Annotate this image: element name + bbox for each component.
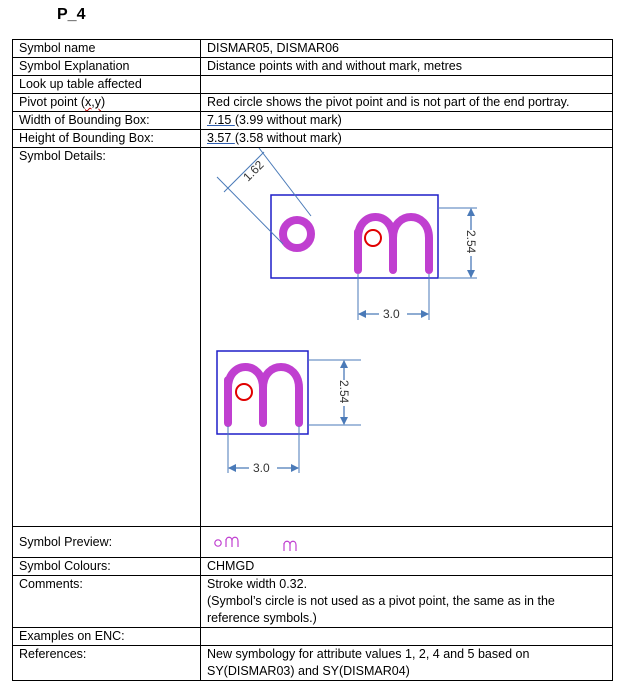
row-pivot — [13, 94, 613, 112]
reference-line-2: SY(DISMAR03) and SY(DISMAR04) — [207, 664, 410, 678]
pivot-point-top — [365, 230, 381, 246]
label-pivot — [13, 94, 201, 112]
symbol-diagram-svg — [201, 148, 613, 526]
value-symbol-explanation: Distance points with and without mark, metres — [201, 58, 613, 76]
metres-m-glyph-bottom — [228, 367, 299, 423]
label-height: Height of Bounding Box: — [13, 130, 201, 148]
pivot-label-pre: Pivot point ( — [19, 95, 86, 109]
value-symbol-name: DISMAR05, DISMAR06 — [201, 40, 613, 58]
dismar06-drawing — [217, 351, 361, 475]
pivot-label-post: ) — [101, 95, 106, 109]
label-preview: Symbol Preview: — [13, 527, 201, 558]
row-lookup — [13, 76, 613, 94]
distance-mark-circle — [283, 220, 311, 248]
label-width: Width of Bounding Box: — [13, 112, 201, 130]
diag-extension-1 — [217, 177, 283, 244]
diag-dim-label: 1.62 — [240, 157, 267, 185]
preview-m-with-mark — [226, 537, 238, 547]
width-rest: (3.99 without mark) — [234, 113, 342, 127]
label-symbol-name: Symbol name — [13, 40, 201, 58]
height-dim-label-bottom: 2.54 — [337, 380, 351, 404]
row-colours — [13, 558, 613, 576]
label-lookup: Look up table affected — [13, 76, 201, 94]
label-colours: Symbol Colours: — [13, 558, 201, 576]
label-comments: Comments: — [13, 576, 201, 628]
dismar05-drawing — [217, 148, 478, 321]
row-comments — [13, 576, 613, 628]
preview-circle-mark — [215, 540, 221, 546]
pivot-label-xy: x,y — [85, 95, 101, 109]
width-dim-label-top: 3.0 — [383, 307, 400, 321]
height-dim-label-top: 2.54 — [464, 230, 478, 254]
value-width — [201, 112, 613, 130]
diag-extension-2 — [259, 148, 311, 216]
row-width — [13, 112, 613, 130]
symbol-preview — [201, 527, 613, 558]
label-details: Symbol Details: — [13, 148, 201, 527]
comment-line-2: (Symbol’s circle is not used as a pivot point, the same as in the — [207, 594, 555, 608]
row-examples — [13, 628, 613, 646]
reference-line-1: New symbology for attribute values 1, 2, 4 and 5 based on — [207, 647, 530, 661]
value-examples — [201, 628, 613, 646]
height-rest: (3.58 without mark) — [234, 131, 342, 145]
value-height — [201, 130, 613, 148]
page-heading: P_4 — [57, 6, 86, 23]
comment-line-3: reference symbols.) — [207, 611, 317, 625]
value-pivot: Red circle shows the pivot point and is not part of the end portray. — [201, 94, 613, 112]
pivot-point-bottom — [236, 384, 252, 400]
preview-m-without-mark — [284, 541, 296, 551]
row-height — [13, 130, 613, 148]
row-preview — [13, 527, 613, 558]
value-references — [201, 646, 613, 681]
width-main: 7.15 — [207, 113, 235, 127]
comment-line-1: Stroke width 0.32. — [207, 577, 308, 591]
value-comments — [201, 576, 613, 628]
row-symbol-name — [13, 40, 613, 58]
row-symbol-explanation — [13, 58, 613, 76]
value-lookup — [201, 76, 613, 94]
symbol-spec-table — [12, 39, 613, 681]
width-dim-label-bottom: 3.0 — [253, 461, 270, 475]
row-references — [13, 646, 613, 681]
value-colours: CHMGD — [201, 558, 613, 576]
label-symbol-explanation: Symbol Explanation — [13, 58, 201, 76]
label-examples: Examples on ENC: — [13, 628, 201, 646]
height-main: 3.57 — [207, 131, 235, 145]
label-references: References: — [13, 646, 201, 681]
row-details — [13, 148, 613, 527]
preview-svg — [201, 527, 613, 557]
symbol-details-diagram — [201, 148, 613, 527]
